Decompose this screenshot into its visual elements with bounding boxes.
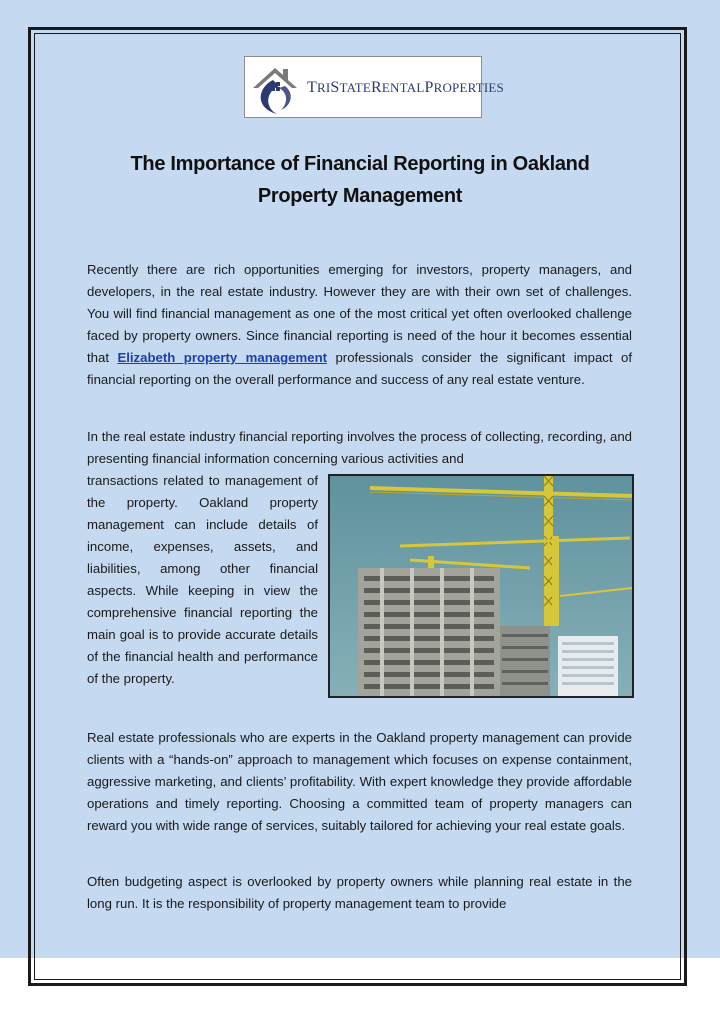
logo-wordmark: TRISTATERENTALPROPERTIES [307, 79, 504, 96]
house-swoosh-icon [247, 58, 307, 118]
title-line-1: The Importance of Financial Reporting in Oakland [130, 153, 590, 175]
company-logo[interactable] [244, 56, 504, 118]
page-title [90, 148, 630, 212]
construction-photo-illustration [330, 476, 632, 696]
paragraph-financial-reporting-lead: In the real estate industry financial reporting involves the process of collecting, recording, and presenting financial information concerning various activities and [87, 429, 632, 466]
paragraph-hands-on-approach: Real estate professionals who are experts in the Oakland property management can provide clients with a “hands-on” approach to management which focuses on expense containment, aggressive marketing, and clients’ profitability. With expert knowledge they provide affordable operations and timely reporting. Choosing a committed team of property managers can reward you with wide range of services, suitably tailored for achieving your real estate goals. [87, 730, 632, 833]
paragraph-budgeting: Often budgeting aspect is overlooked by property owners while planning real estate in the long run. It is the responsibility of property management team to provide [87, 874, 632, 911]
paragraph-intro: Recently there are rich opportunities emerging for investors, property managers, and developers, in the real estate industry. However they are with their own set of challenges. You will find financial management as one of the most critical yet often overlooked challenge faced by property owners. Since financial reporting is need of the hour it becomes essential that Elizabeth property management professionals consider the significant impact of financial reporting on the overall performance and success of any real estate venture. [87, 262, 632, 387]
paragraph-financial-reporting-wrap: transactions related to management of the property. Oakland property management can include details of income, expenses, assets, and liabilities, among other financial aspects. While keeping in view the comprehensive financial reporting the main goal is to provide accurate details of the financial health and performance of the property. [87, 473, 318, 686]
elizabeth-property-management-link[interactable]: Elizabeth property management [117, 350, 328, 365]
title-line-2: Property Management [257, 185, 463, 207]
construction-cranes-image [328, 474, 634, 698]
